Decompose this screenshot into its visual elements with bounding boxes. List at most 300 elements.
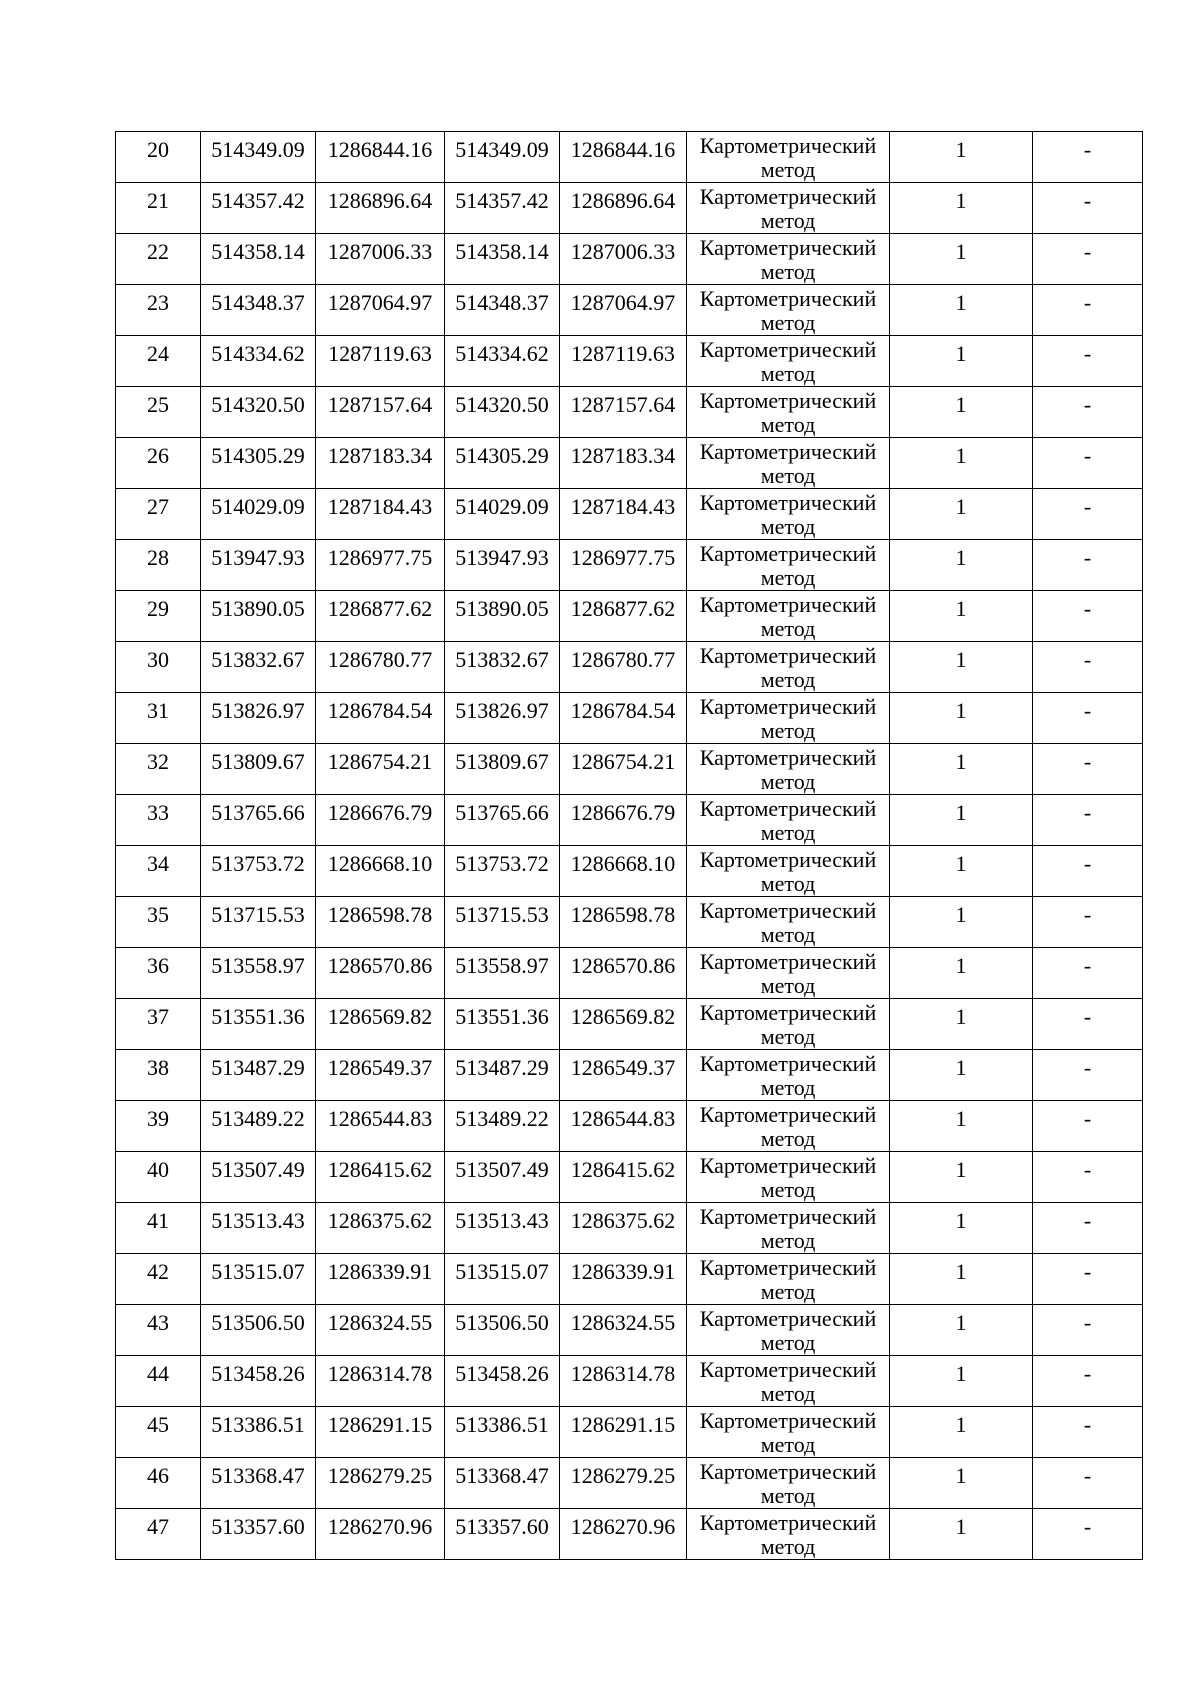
method-label-line1: Картометрический <box>699 898 877 923</box>
point-number-cell: 35 <box>116 897 201 948</box>
x-coordinate-repeat-cell: 513489.22 <box>445 1101 560 1152</box>
method-label-line1: Картометрический <box>699 694 877 719</box>
x-coordinate-repeat-cell: 513551.36 <box>445 999 560 1050</box>
method-label-line2: метод <box>760 565 816 590</box>
table-row <box>116 1152 1143 1203</box>
table-row <box>116 438 1143 489</box>
method-label-line2: метод <box>760 871 816 896</box>
table-row <box>116 489 1143 540</box>
note-cell: - <box>1033 846 1143 897</box>
method-label-line1: Картометрический <box>699 847 877 872</box>
y-coordinate-cell: 1287006.33 <box>316 234 445 285</box>
note-cell: - <box>1033 285 1143 336</box>
method-label-line2: метод <box>760 1483 816 1508</box>
table-row <box>116 1305 1143 1356</box>
method-cell <box>687 1356 890 1407</box>
accuracy-cell: 1 <box>890 897 1033 948</box>
accuracy-cell: 1 <box>890 1407 1033 1458</box>
point-number-cell: 46 <box>116 1458 201 1509</box>
method-label-line2: метод <box>760 1279 816 1304</box>
table-body <box>116 132 1143 1560</box>
method-cell <box>687 1254 890 1305</box>
table-row <box>116 1050 1143 1101</box>
y-coordinate-cell: 1286877.62 <box>316 591 445 642</box>
method-cell <box>687 795 890 846</box>
accuracy-cell: 1 <box>890 183 1033 234</box>
method-cell <box>687 1458 890 1509</box>
method-cell <box>687 540 890 591</box>
method-cell <box>687 999 890 1050</box>
accuracy-cell: 1 <box>890 387 1033 438</box>
y-coordinate-cell: 1286570.86 <box>316 948 445 999</box>
y-coordinate-repeat-cell: 1286668.10 <box>560 846 687 897</box>
y-coordinate-repeat-cell: 1287006.33 <box>560 234 687 285</box>
method-label-line2: метод <box>760 1228 816 1253</box>
x-coordinate-cell: 513458.26 <box>201 1356 316 1407</box>
note-cell: - <box>1033 1356 1143 1407</box>
x-coordinate-repeat-cell: 513357.60 <box>445 1509 560 1560</box>
method-label-line1: Картометрический <box>699 1102 877 1127</box>
point-number-cell: 30 <box>116 642 201 693</box>
y-coordinate-cell: 1286844.16 <box>316 132 445 183</box>
method-cell <box>687 591 890 642</box>
accuracy-cell: 1 <box>890 744 1033 795</box>
table-row <box>116 744 1143 795</box>
x-coordinate-repeat-cell: 513487.29 <box>445 1050 560 1101</box>
note-cell: - <box>1033 489 1143 540</box>
x-coordinate-cell: 514334.62 <box>201 336 316 387</box>
note-cell: - <box>1033 1305 1143 1356</box>
method-label-line2: метод <box>760 412 816 437</box>
y-coordinate-cell: 1286896.64 <box>316 183 445 234</box>
y-coordinate-repeat-cell: 1286844.16 <box>560 132 687 183</box>
point-number-cell: 29 <box>116 591 201 642</box>
note-cell: - <box>1033 1254 1143 1305</box>
x-coordinate-repeat-cell: 513513.43 <box>445 1203 560 1254</box>
method-label-line2: метод <box>760 1381 816 1406</box>
y-coordinate-repeat-cell: 1286877.62 <box>560 591 687 642</box>
table-row <box>116 948 1143 999</box>
table-row <box>116 234 1143 285</box>
method-label-line2: метод <box>760 361 816 386</box>
method-label-line2: метод <box>760 769 816 794</box>
y-coordinate-cell: 1286314.78 <box>316 1356 445 1407</box>
method-label-line2: метод <box>760 820 816 845</box>
y-coordinate-repeat-cell: 1287157.64 <box>560 387 687 438</box>
method-label-line2: метод <box>760 463 816 488</box>
x-coordinate-repeat-cell: 513809.67 <box>445 744 560 795</box>
x-coordinate-repeat-cell: 513386.51 <box>445 1407 560 1458</box>
note-cell: - <box>1033 642 1143 693</box>
y-coordinate-cell: 1287157.64 <box>316 387 445 438</box>
x-coordinate-cell: 513507.49 <box>201 1152 316 1203</box>
y-coordinate-cell: 1286754.21 <box>316 744 445 795</box>
coordinates-table <box>115 131 1143 1560</box>
x-coordinate-cell: 514349.09 <box>201 132 316 183</box>
method-label-line2: метод <box>760 616 816 641</box>
method-cell <box>687 642 890 693</box>
method-label-line2: метод <box>760 1330 816 1355</box>
accuracy-cell: 1 <box>890 336 1033 387</box>
point-number-cell: 27 <box>116 489 201 540</box>
point-number-cell: 32 <box>116 744 201 795</box>
y-coordinate-cell: 1286279.25 <box>316 1458 445 1509</box>
table-row <box>116 999 1143 1050</box>
note-cell: - <box>1033 591 1143 642</box>
y-coordinate-cell: 1286339.91 <box>316 1254 445 1305</box>
accuracy-cell: 1 <box>890 693 1033 744</box>
y-coordinate-cell: 1286977.75 <box>316 540 445 591</box>
accuracy-cell: 1 <box>890 1101 1033 1152</box>
y-coordinate-cell: 1287064.97 <box>316 285 445 336</box>
y-coordinate-repeat-cell: 1286324.55 <box>560 1305 687 1356</box>
y-coordinate-repeat-cell: 1286676.79 <box>560 795 687 846</box>
y-coordinate-cell: 1287183.34 <box>316 438 445 489</box>
accuracy-cell: 1 <box>890 1305 1033 1356</box>
accuracy-cell: 1 <box>890 795 1033 846</box>
y-coordinate-repeat-cell: 1287183.34 <box>560 438 687 489</box>
point-number-cell: 23 <box>116 285 201 336</box>
method-label-line2: метод <box>760 259 816 284</box>
method-label-line2: метод <box>760 1534 816 1559</box>
table-row <box>116 1101 1143 1152</box>
y-coordinate-repeat-cell: 1286375.62 <box>560 1203 687 1254</box>
method-label-line1: Картометрический <box>699 949 877 974</box>
method-label-line1: Картометрический <box>699 1357 877 1382</box>
method-label-line1: Картометрический <box>699 1255 877 1280</box>
method-cell <box>687 1050 890 1101</box>
x-coordinate-repeat-cell: 513458.26 <box>445 1356 560 1407</box>
method-cell <box>687 1203 890 1254</box>
method-label-line1: Картометрический <box>699 286 877 311</box>
method-cell <box>687 897 890 948</box>
method-cell <box>687 336 890 387</box>
x-coordinate-repeat-cell: 514334.62 <box>445 336 560 387</box>
y-coordinate-repeat-cell: 1286784.54 <box>560 693 687 744</box>
method-label-line1: Картометрический <box>699 439 877 464</box>
method-cell <box>687 948 890 999</box>
table-row <box>116 183 1143 234</box>
table-row <box>116 642 1143 693</box>
method-label-line1: Картометрический <box>699 592 877 617</box>
y-coordinate-cell: 1286291.15 <box>316 1407 445 1458</box>
x-coordinate-cell: 513551.36 <box>201 999 316 1050</box>
method-cell <box>687 489 890 540</box>
method-cell <box>687 693 890 744</box>
note-cell: - <box>1033 1101 1143 1152</box>
method-label-line1: Картометрический <box>699 1408 877 1433</box>
y-coordinate-cell: 1286549.37 <box>316 1050 445 1101</box>
method-label-line2: метод <box>760 208 816 233</box>
x-coordinate-repeat-cell: 513826.97 <box>445 693 560 744</box>
x-coordinate-cell: 514348.37 <box>201 285 316 336</box>
y-coordinate-cell: 1286415.62 <box>316 1152 445 1203</box>
table-row <box>116 1509 1143 1560</box>
table-row <box>116 1254 1143 1305</box>
x-coordinate-cell: 513386.51 <box>201 1407 316 1458</box>
point-number-cell: 38 <box>116 1050 201 1101</box>
x-coordinate-repeat-cell: 514305.29 <box>445 438 560 489</box>
y-coordinate-repeat-cell: 1286549.37 <box>560 1050 687 1101</box>
point-number-cell: 20 <box>116 132 201 183</box>
point-number-cell: 45 <box>116 1407 201 1458</box>
point-number-cell: 33 <box>116 795 201 846</box>
table-row <box>116 846 1143 897</box>
x-coordinate-cell: 513487.29 <box>201 1050 316 1101</box>
x-coordinate-repeat-cell: 514029.09 <box>445 489 560 540</box>
accuracy-cell: 1 <box>890 285 1033 336</box>
accuracy-cell: 1 <box>890 846 1033 897</box>
table-row <box>116 540 1143 591</box>
table-row <box>116 1458 1143 1509</box>
y-coordinate-repeat-cell: 1287064.97 <box>560 285 687 336</box>
y-coordinate-cell: 1286598.78 <box>316 897 445 948</box>
accuracy-cell: 1 <box>890 132 1033 183</box>
table-row <box>116 591 1143 642</box>
point-number-cell: 24 <box>116 336 201 387</box>
x-coordinate-repeat-cell: 514349.09 <box>445 132 560 183</box>
note-cell: - <box>1033 540 1143 591</box>
table-row <box>116 132 1143 183</box>
method-label-line2: метод <box>760 1075 816 1100</box>
x-coordinate-cell: 513832.67 <box>201 642 316 693</box>
method-cell <box>687 438 890 489</box>
note-cell: - <box>1033 1050 1143 1101</box>
point-number-cell: 39 <box>116 1101 201 1152</box>
table-row <box>116 693 1143 744</box>
table-row <box>116 1356 1143 1407</box>
x-coordinate-repeat-cell: 513715.53 <box>445 897 560 948</box>
note-cell: - <box>1033 1152 1143 1203</box>
note-cell: - <box>1033 132 1143 183</box>
accuracy-cell: 1 <box>890 438 1033 489</box>
x-coordinate-cell: 513515.07 <box>201 1254 316 1305</box>
x-coordinate-repeat-cell: 513515.07 <box>445 1254 560 1305</box>
x-coordinate-repeat-cell: 514358.14 <box>445 234 560 285</box>
method-label-line1: Картометрический <box>699 388 877 413</box>
method-label-line1: Картометрический <box>699 796 877 821</box>
note-cell: - <box>1033 744 1143 795</box>
y-coordinate-cell: 1286544.83 <box>316 1101 445 1152</box>
x-coordinate-repeat-cell: 513558.97 <box>445 948 560 999</box>
note-cell: - <box>1033 1203 1143 1254</box>
point-number-cell: 22 <box>116 234 201 285</box>
y-coordinate-repeat-cell: 1286270.96 <box>560 1509 687 1560</box>
note-cell: - <box>1033 795 1143 846</box>
method-label-line1: Картометрический <box>699 133 877 158</box>
x-coordinate-cell: 513506.50 <box>201 1305 316 1356</box>
accuracy-cell: 1 <box>890 1509 1033 1560</box>
note-cell: - <box>1033 438 1143 489</box>
method-label-line2: метод <box>760 514 816 539</box>
method-label-line1: Картометрический <box>699 643 877 668</box>
method-label-line2: метод <box>760 1024 816 1049</box>
method-cell <box>687 1101 890 1152</box>
x-coordinate-repeat-cell: 513832.67 <box>445 642 560 693</box>
x-coordinate-cell: 513715.53 <box>201 897 316 948</box>
method-cell <box>687 1152 890 1203</box>
point-number-cell: 37 <box>116 999 201 1050</box>
method-cell <box>687 846 890 897</box>
x-coordinate-repeat-cell: 513890.05 <box>445 591 560 642</box>
y-coordinate-repeat-cell: 1286291.15 <box>560 1407 687 1458</box>
y-coordinate-cell: 1287119.63 <box>316 336 445 387</box>
accuracy-cell: 1 <box>890 642 1033 693</box>
point-number-cell: 40 <box>116 1152 201 1203</box>
table-row <box>116 1203 1143 1254</box>
accuracy-cell: 1 <box>890 999 1033 1050</box>
accuracy-cell: 1 <box>890 1254 1033 1305</box>
method-label-line1: Картометрический <box>699 541 877 566</box>
note-cell: - <box>1033 387 1143 438</box>
y-coordinate-cell: 1286676.79 <box>316 795 445 846</box>
note-cell: - <box>1033 1509 1143 1560</box>
table-row <box>116 795 1143 846</box>
y-coordinate-repeat-cell: 1286896.64 <box>560 183 687 234</box>
note-cell: - <box>1033 1407 1143 1458</box>
method-label-line2: метод <box>760 667 816 692</box>
accuracy-cell: 1 <box>890 1152 1033 1203</box>
y-coordinate-repeat-cell: 1286598.78 <box>560 897 687 948</box>
accuracy-cell: 1 <box>890 1356 1033 1407</box>
y-coordinate-repeat-cell: 1286314.78 <box>560 1356 687 1407</box>
y-coordinate-repeat-cell: 1286977.75 <box>560 540 687 591</box>
method-cell <box>687 234 890 285</box>
method-cell <box>687 387 890 438</box>
y-coordinate-cell: 1286375.62 <box>316 1203 445 1254</box>
x-coordinate-cell: 513753.72 <box>201 846 316 897</box>
x-coordinate-repeat-cell: 513765.66 <box>445 795 560 846</box>
x-coordinate-cell: 513558.97 <box>201 948 316 999</box>
method-label-line2: метод <box>760 1177 816 1202</box>
note-cell: - <box>1033 999 1143 1050</box>
method-cell <box>687 1305 890 1356</box>
note-cell: - <box>1033 336 1143 387</box>
x-coordinate-cell: 513765.66 <box>201 795 316 846</box>
y-coordinate-repeat-cell: 1286339.91 <box>560 1254 687 1305</box>
x-coordinate-repeat-cell: 513506.50 <box>445 1305 560 1356</box>
x-coordinate-repeat-cell: 514348.37 <box>445 285 560 336</box>
point-number-cell: 31 <box>116 693 201 744</box>
method-cell <box>687 1407 890 1458</box>
point-number-cell: 42 <box>116 1254 201 1305</box>
point-number-cell: 44 <box>116 1356 201 1407</box>
method-label-line1: Картометрический <box>699 1153 877 1178</box>
y-coordinate-repeat-cell: 1286780.77 <box>560 642 687 693</box>
x-coordinate-cell: 513809.67 <box>201 744 316 795</box>
note-cell: - <box>1033 183 1143 234</box>
table-row <box>116 336 1143 387</box>
x-coordinate-repeat-cell: 513507.49 <box>445 1152 560 1203</box>
method-label-line1: Картометрический <box>699 1306 877 1331</box>
method-cell <box>687 132 890 183</box>
x-coordinate-repeat-cell: 514357.42 <box>445 183 560 234</box>
x-coordinate-cell: 513890.05 <box>201 591 316 642</box>
x-coordinate-cell: 513489.22 <box>201 1101 316 1152</box>
method-cell <box>687 183 890 234</box>
method-label-line2: метод <box>760 310 816 335</box>
method-label-line1: Картометрический <box>699 184 877 209</box>
x-coordinate-cell: 514357.42 <box>201 183 316 234</box>
point-number-cell: 47 <box>116 1509 201 1560</box>
x-coordinate-repeat-cell: 513753.72 <box>445 846 560 897</box>
table-row <box>116 897 1143 948</box>
point-number-cell: 41 <box>116 1203 201 1254</box>
y-coordinate-cell: 1286324.55 <box>316 1305 445 1356</box>
method-label-line1: Картометрический <box>699 490 877 515</box>
x-coordinate-cell: 513947.93 <box>201 540 316 591</box>
accuracy-cell: 1 <box>890 1203 1033 1254</box>
y-coordinate-cell: 1286569.82 <box>316 999 445 1050</box>
x-coordinate-cell: 514029.09 <box>201 489 316 540</box>
x-coordinate-cell: 514305.29 <box>201 438 316 489</box>
method-label-line1: Картометрический <box>699 337 877 362</box>
method-cell <box>687 1509 890 1560</box>
table-row <box>116 1407 1143 1458</box>
method-cell <box>687 285 890 336</box>
x-coordinate-cell: 513368.47 <box>201 1458 316 1509</box>
note-cell: - <box>1033 693 1143 744</box>
point-number-cell: 25 <box>116 387 201 438</box>
y-coordinate-repeat-cell: 1286569.82 <box>560 999 687 1050</box>
point-number-cell: 28 <box>116 540 201 591</box>
y-coordinate-repeat-cell: 1287184.43 <box>560 489 687 540</box>
y-coordinate-repeat-cell: 1286544.83 <box>560 1101 687 1152</box>
point-number-cell: 34 <box>116 846 201 897</box>
method-label-line1: Картометрический <box>699 1510 877 1535</box>
x-coordinate-cell: 513513.43 <box>201 1203 316 1254</box>
y-coordinate-cell: 1286270.96 <box>316 1509 445 1560</box>
accuracy-cell: 1 <box>890 1458 1033 1509</box>
accuracy-cell: 1 <box>890 948 1033 999</box>
x-coordinate-cell: 513357.60 <box>201 1509 316 1560</box>
y-coordinate-cell: 1286668.10 <box>316 846 445 897</box>
y-coordinate-repeat-cell: 1287119.63 <box>560 336 687 387</box>
point-number-cell: 43 <box>116 1305 201 1356</box>
y-coordinate-repeat-cell: 1286279.25 <box>560 1458 687 1509</box>
y-coordinate-repeat-cell: 1286754.21 <box>560 744 687 795</box>
method-label-line2: метод <box>760 922 816 947</box>
table-row <box>116 387 1143 438</box>
y-coordinate-repeat-cell: 1286415.62 <box>560 1152 687 1203</box>
method-label-line2: метод <box>760 1126 816 1151</box>
note-cell: - <box>1033 234 1143 285</box>
table-row <box>116 285 1143 336</box>
method-label-line1: Картометрический <box>699 235 877 260</box>
accuracy-cell: 1 <box>890 234 1033 285</box>
accuracy-cell: 1 <box>890 1050 1033 1101</box>
accuracy-cell: 1 <box>890 489 1033 540</box>
y-coordinate-cell: 1286784.54 <box>316 693 445 744</box>
method-label-line2: метод <box>760 157 816 182</box>
point-number-cell: 21 <box>116 183 201 234</box>
method-label-line1: Картометрический <box>699 1000 877 1025</box>
method-label-line1: Картометрический <box>699 1204 877 1229</box>
point-number-cell: 26 <box>116 438 201 489</box>
accuracy-cell: 1 <box>890 540 1033 591</box>
method-label-line1: Картометрический <box>699 745 877 770</box>
method-label-line2: метод <box>760 973 816 998</box>
y-coordinate-repeat-cell: 1286570.86 <box>560 948 687 999</box>
y-coordinate-cell: 1287184.43 <box>316 489 445 540</box>
method-cell <box>687 744 890 795</box>
y-coordinate-cell: 1286780.77 <box>316 642 445 693</box>
x-coordinate-repeat-cell: 513368.47 <box>445 1458 560 1509</box>
note-cell: - <box>1033 897 1143 948</box>
x-coordinate-repeat-cell: 513947.93 <box>445 540 560 591</box>
note-cell: - <box>1033 1458 1143 1509</box>
point-number-cell: 36 <box>116 948 201 999</box>
